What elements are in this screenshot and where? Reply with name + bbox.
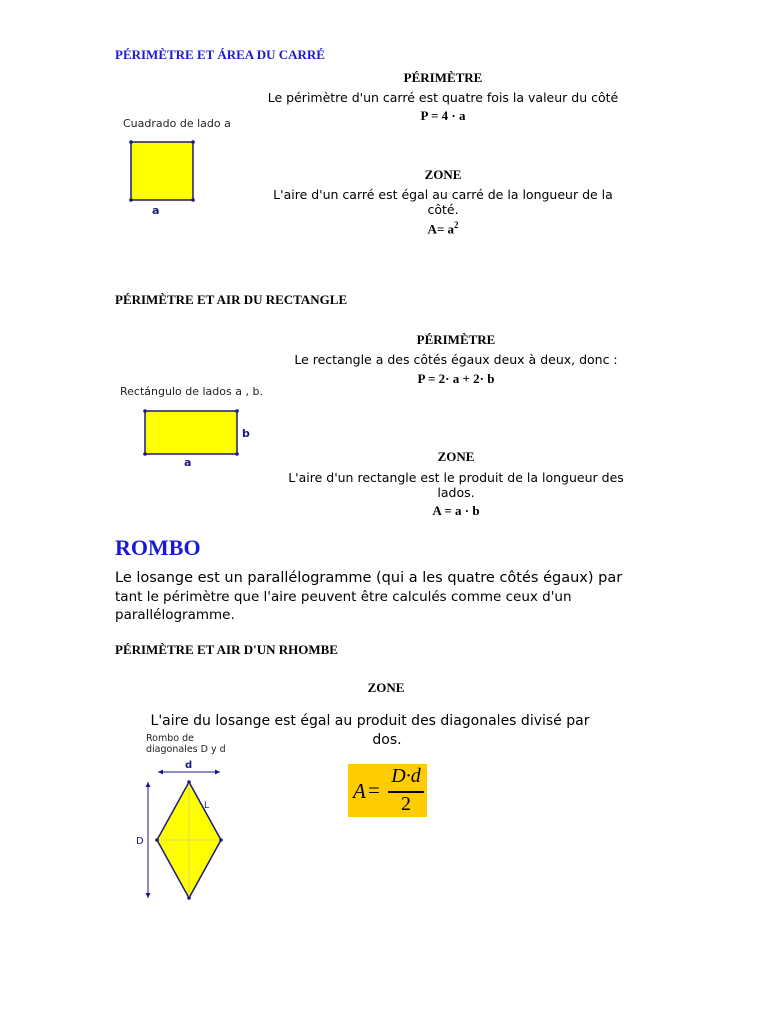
rhombus-heading: ROMBO bbox=[115, 535, 201, 560]
formula-equals: = bbox=[368, 778, 380, 802]
rhombus-section-title: PÉRIMÈTRE ET AIR D'UN RHOMBE bbox=[115, 642, 338, 657]
square-area-text-2: côté. bbox=[427, 202, 459, 217]
square-side-label: a bbox=[152, 204, 160, 217]
rectangle-perimeter-formula: P = 2· a + 2· b bbox=[417, 371, 495, 386]
rhombus-label-D: D bbox=[136, 836, 144, 847]
rhombus-figure bbox=[130, 758, 240, 908]
rectangle-shape bbox=[145, 411, 237, 454]
square-figure-caption: Cuadrado de lado a bbox=[123, 117, 231, 130]
square-perimeter-text: Le périmètre d'un carré est quatre fois la valeur du côté bbox=[267, 90, 619, 105]
square-section-title: PÉRIMÈTRE ET ÁREA DU CARRÉ bbox=[115, 47, 325, 62]
formula-lhs: A bbox=[353, 779, 366, 803]
rectangle-perimeter-text: Le rectangle a des côtés égaux deux à deux, donc : bbox=[294, 352, 618, 367]
square-perimeter-formula: P = 4 · a bbox=[420, 108, 466, 123]
rhombus-intro-1: Le losange est un parallélogramme (qui a les quatre côtés égaux) par bbox=[115, 570, 623, 586]
square-shape bbox=[131, 142, 193, 200]
rhombus-figure-caption-1: Rombo de bbox=[146, 733, 194, 744]
rhombus-area-text-2: dos. bbox=[372, 732, 402, 748]
rhombus-intro-2: tant le périmètre que l'aire peuvent être calculés comme ceux d'un bbox=[115, 589, 572, 605]
rectangle-perimeter-heading: PÉRIMÈTRE bbox=[416, 332, 496, 347]
rhombus-label-L: L bbox=[204, 801, 210, 811]
rectangle-figure-caption: Rectángulo de lados a , b. bbox=[120, 385, 263, 398]
rectangle-side-b-label: b bbox=[242, 427, 250, 440]
square-area-text-1: L'aire d'un carré est égal au carré de la longueur de la bbox=[273, 187, 613, 202]
rhombus-intro-3: parallélogramme. bbox=[115, 607, 235, 623]
rhombus-area-text-1: L'aire du losange est égal au produit des diagonales divisé par bbox=[150, 713, 590, 729]
rectangle-figure bbox=[135, 398, 255, 468]
square-area-formula: $A= a^2$ bbox=[427, 220, 459, 237]
rectangle-area-heading: ZONE bbox=[437, 449, 475, 464]
rhombus-label-d: d bbox=[185, 760, 193, 771]
square-figure bbox=[118, 130, 218, 222]
rectangle-section-title: PÉRIMÈTRE ET AIR DU RECTANGLE bbox=[115, 292, 348, 307]
square-area-heading: ZONE bbox=[424, 167, 462, 182]
rectangle-area-formula: A = a · b bbox=[432, 503, 480, 518]
rhombus-area-heading: ZONE bbox=[367, 680, 405, 695]
rectangle-area-text-2: lados. bbox=[437, 485, 475, 500]
square-perimeter-heading: PÉRIMÈTRE bbox=[403, 70, 483, 85]
rectangle-side-a-label: a bbox=[184, 456, 192, 469]
formula-numerator: D·d bbox=[391, 765, 421, 787]
rhombus-figure-caption-2: diagonales D y d bbox=[146, 744, 226, 755]
formula-denominator: 2 bbox=[401, 793, 411, 815]
rhombus-area-formula-box bbox=[348, 764, 427, 817]
rectangle-area-text-1: L'aire d'un rectangle est le produit de la longueur des bbox=[288, 470, 624, 485]
